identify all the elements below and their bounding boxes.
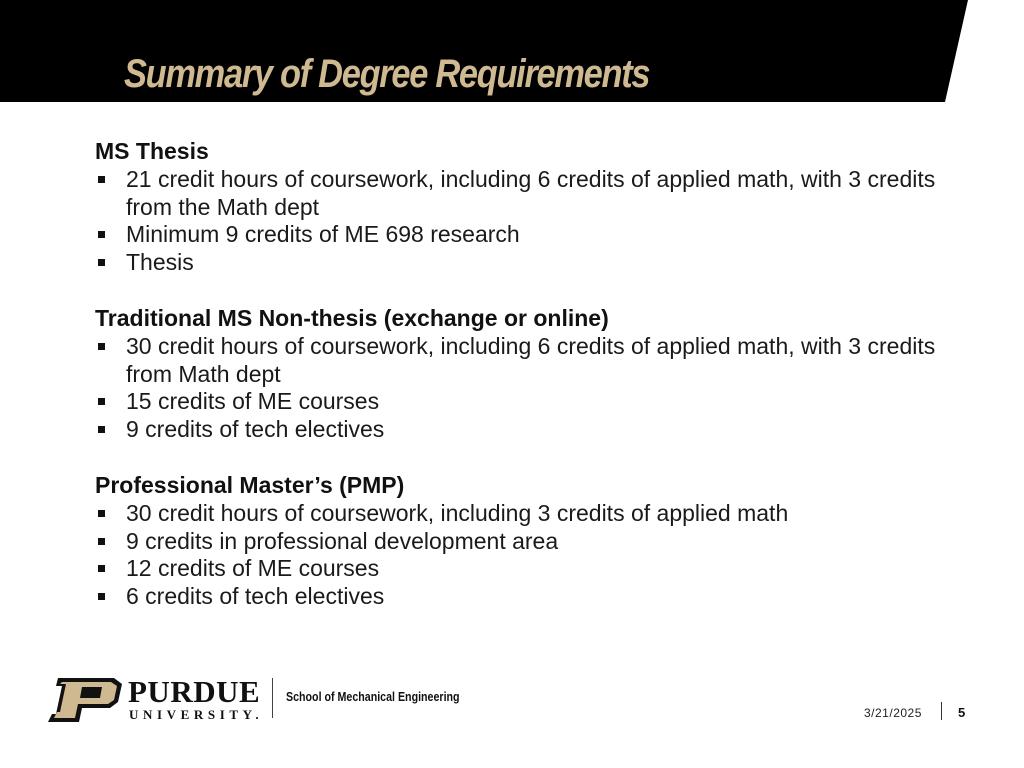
list-item-text: 6 credits of tech electives — [126, 582, 385, 609]
bullet-square-icon — [98, 259, 105, 266]
list-item — [95, 333, 975, 388]
purdue-p-logo-icon — [48, 678, 122, 722]
content-body — [95, 137, 975, 638]
slide-title: Summary of Degree Requirements — [124, 52, 650, 96]
bullet-square-icon — [98, 426, 105, 433]
list-item-text: Minimum 9 credits of ME 698 research — [126, 221, 520, 247]
list-item — [95, 388, 975, 416]
bullet-square-icon — [98, 231, 105, 238]
bullet-square-icon — [98, 538, 105, 545]
list-item — [95, 555, 975, 583]
section-heading: Traditional MS Non-thesis (exchange or online) — [95, 305, 609, 331]
list-item — [95, 583, 975, 611]
bullet-list — [95, 333, 975, 443]
list-item — [95, 221, 975, 249]
list-item-text: 9 credits of tech electives — [126, 415, 385, 442]
bullet-list — [95, 166, 975, 276]
section-heading: Professional Master’s (PMP) — [95, 472, 405, 498]
list-item-text: 9 credits in professional development area — [126, 527, 559, 554]
logo-divider — [272, 678, 273, 718]
school-name: School of Mechanical Engineering — [286, 689, 460, 704]
bullet-list — [95, 500, 975, 610]
section-pmp — [95, 471, 975, 610]
bullet-square-icon — [98, 593, 105, 600]
list-item-text: Thesis — [126, 248, 194, 275]
list-item-text: 21 credit hours of coursework, including 6 credits of applied math, with 3 credits from the Math dept — [126, 166, 936, 220]
slide-number: 5 — [958, 705, 966, 720]
bullet-square-icon — [98, 398, 105, 405]
section-heading: MS Thesis — [95, 138, 209, 164]
footer-divider — [941, 702, 942, 720]
list-item-text: 30 credit hours of coursework, including 6 credits of applied math, with 3 credits from Math dept — [126, 333, 936, 387]
list-item-text: 30 credit hours of coursework, including 3 credits of applied math — [126, 500, 789, 526]
purdue-wordmark: PURDUE — [128, 674, 261, 709]
bullet-square-icon — [98, 343, 105, 350]
list-item — [95, 500, 975, 528]
list-item-text: 15 credits of ME courses — [126, 388, 380, 414]
university-wordmark: UNIVERSITY. — [129, 707, 264, 722]
list-item-text: 12 credits of ME courses — [126, 555, 380, 581]
bullet-square-icon — [98, 510, 105, 517]
bullet-square-icon — [98, 176, 105, 183]
bullet-square-icon — [98, 565, 105, 572]
section-ms-thesis — [95, 137, 975, 276]
list-item — [95, 416, 975, 444]
slide-date: 3/21/2025 — [864, 706, 922, 720]
section-ms-non-thesis — [95, 304, 975, 443]
list-item — [95, 249, 975, 277]
list-item — [95, 528, 975, 556]
list-item — [95, 166, 975, 221]
